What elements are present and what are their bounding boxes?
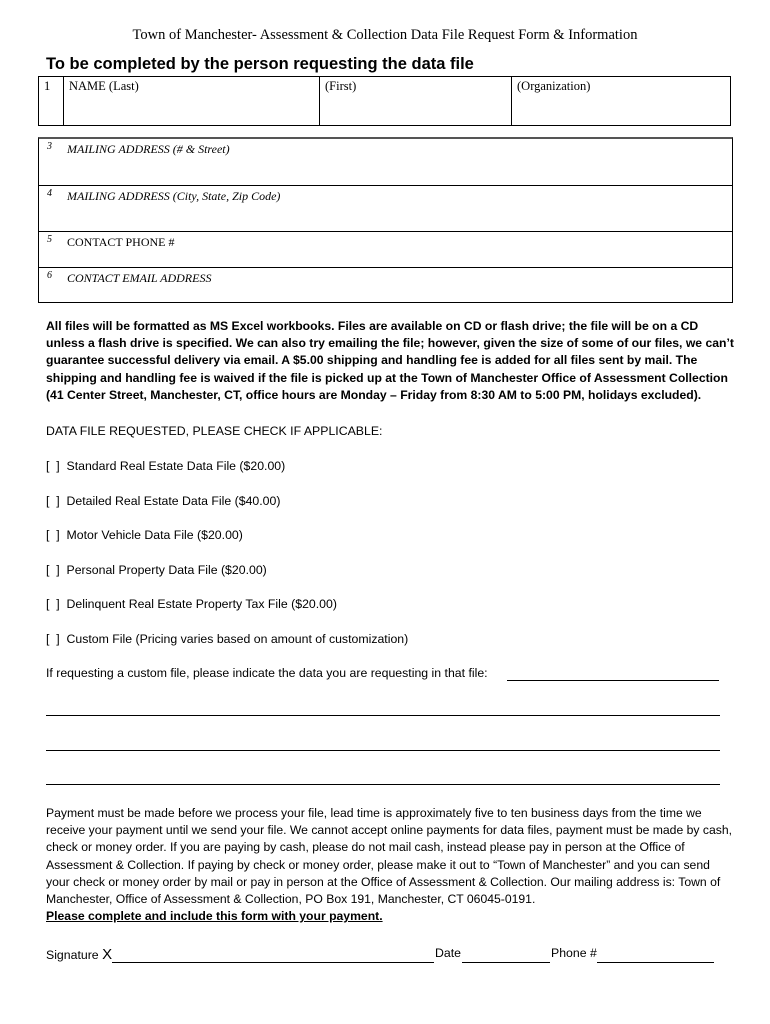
- option-delinquent-tax[interactable]: [ ] Delinquent Real Estate Property Tax File ($20.00): [46, 597, 337, 611]
- date-line[interactable]: [462, 962, 550, 963]
- mailing-street-label: MAILING ADDRESS (# & Street): [67, 142, 230, 156]
- file-format-info: All files will be formatted as MS Excel workbooks. Files are available on CD or flash drive; the file will be on a CD unless a flash drive is specified. We can also try emailing the file; however, given the size of some of our files, we can’t guarantee successful delivery via email. A $5.00 shipping and handling fee is added for all files sent by mail. The shipping and handling fee is waived if the file is picked up at the Town of Manchester Office of Assessment Collection (41 Center Street, Manchester, CT, office hours are Monday – Friday from 8:30 AM to 5:00 PM, holidays excluded).: [46, 319, 734, 402]
- contact-email-field[interactable]: [39, 268, 732, 302]
- custom-file-input-line[interactable]: [46, 784, 720, 785]
- name-table: [38, 76, 731, 126]
- option-detailed-real-estate[interactable]: [ ] Detailed Real Estate Data File ($40.00): [46, 494, 281, 508]
- mailing-street-field[interactable]: [39, 139, 732, 185]
- custom-file-prompt: If requesting a custom file, please indicate the data you are requesting in that file:: [46, 666, 488, 680]
- document-title: Town of Manchester- Assessment & Collection Data File Request Form & Information: [132, 27, 638, 43]
- option-motor-vehicle[interactable]: [ ] Motor Vehicle Data File ($20.00): [46, 528, 243, 542]
- row-number-3: 3: [47, 141, 52, 152]
- phone-line[interactable]: [597, 962, 714, 963]
- contact-email-label: CONTACT EMAIL ADDRESS: [67, 271, 212, 285]
- date-label: Date: [435, 946, 461, 960]
- data-file-requested-label: DATA FILE REQUESTED, PLEASE CHECK IF APPLICABLE:: [46, 424, 383, 438]
- row-number-5: 5: [47, 234, 52, 245]
- last-name-label: NAME (Last): [69, 79, 139, 93]
- option-custom-file[interactable]: [ ] Custom File (Pricing varies based on amount of customization): [46, 632, 409, 646]
- contact-info-block: [38, 137, 733, 303]
- payment-text: Payment must be made before we process your file, lead time is approximately five to ten business days from the time we receive your payment until we send your file. We cannot accept online payments for data files, payment must be made by cash, check or money order. If you are paying by cash, please do not mail cash, instead please pay in person at the Office of Assessment & Collection. If paying by check or money order, please make it out to “Town of Manchester” and you can send your check or money order by mail or pay in person at the Office of Assessment & Collection. Our mailing address is: Town of Manchester, Office of Assessment & Collection, PO Box 191, Manchester, CT 06045-0191.: [46, 806, 733, 907]
- organization-label: (Organization): [517, 79, 591, 93]
- row-number-6: 6: [47, 270, 52, 281]
- signature-label: Signature X: [46, 946, 113, 963]
- first-name-label: (First): [325, 79, 357, 93]
- payment-info: [46, 805, 736, 925]
- row-number-4: 4: [47, 188, 52, 199]
- custom-file-input-line[interactable]: [46, 750, 720, 751]
- row-number-1: 1: [39, 77, 64, 126]
- mailing-city-label: MAILING ADDRESS (City, State, Zip Code): [67, 189, 281, 203]
- form-heading: To be completed by the person requesting the data file: [46, 55, 474, 73]
- option-standard-real-estate[interactable]: [ ] Standard Real Estate Data File ($20.00): [46, 459, 286, 473]
- custom-file-input-line[interactable]: [507, 680, 719, 681]
- last-name-field[interactable]: [64, 77, 320, 126]
- organization-field[interactable]: [512, 77, 731, 126]
- custom-file-input-line[interactable]: [46, 715, 720, 716]
- contact-phone-field[interactable]: [39, 232, 732, 267]
- signature-line[interactable]: [112, 962, 434, 963]
- payment-emphasis: Please complete and include this form with your payment.: [46, 909, 383, 924]
- contact-phone-label: CONTACT PHONE #: [67, 235, 175, 249]
- signature-x-mark: X: [102, 946, 113, 963]
- option-personal-property[interactable]: [ ] Personal Property Data File ($20.00): [46, 563, 267, 577]
- first-name-field[interactable]: [320, 77, 512, 126]
- phone-label: Phone #: [551, 946, 597, 960]
- mailing-city-field[interactable]: [39, 186, 732, 231]
